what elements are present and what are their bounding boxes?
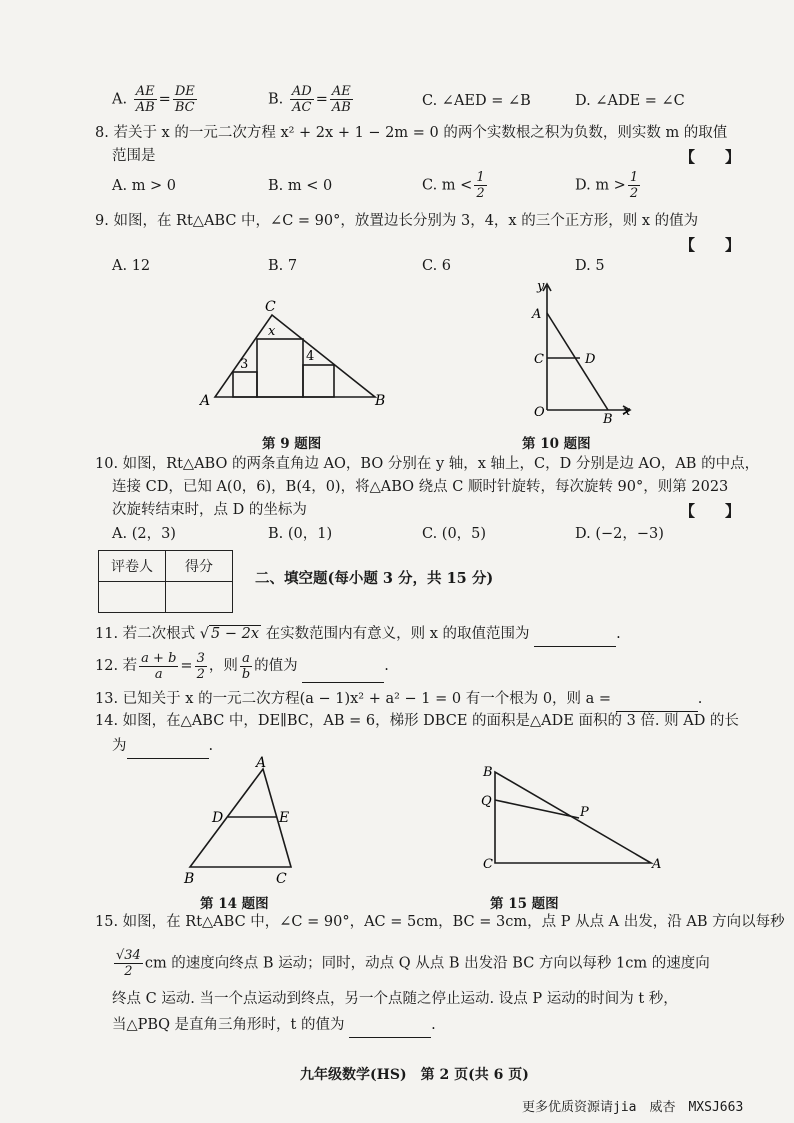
fig14-caption: 第 14 题图: [200, 896, 269, 912]
score-table-score-header: 得分: [166, 551, 233, 582]
fig10-label-b: B: [603, 412, 613, 427]
q8-stem-line1: 8. 若关于 x 的一元二次方程 x² + 2x + 1 − 2m = 0 的两个实数根之积为负数，则实数 m 的取值: [95, 125, 728, 141]
q7-option-a: A. $\frac{AE}{AB}$ = $\frac{DE}{BC}$: [112, 84, 195, 115]
q11-radical: √ 5 − 2x: [199, 626, 260, 642]
q14-stem-line2: 为 .: [112, 733, 213, 759]
fig15-caption: 第 15 题图: [490, 896, 559, 912]
q9-option-d: D. 5: [575, 258, 605, 274]
figure-9: [195, 295, 395, 415]
fig15-label-p: P: [580, 805, 589, 820]
fig15-segment-qp: [495, 800, 579, 818]
fig9-caption: 第 9 题图: [262, 436, 322, 452]
fig15-label-a: A: [652, 857, 662, 872]
q7-option-c: C. ∠AED = ∠B: [422, 93, 531, 109]
q15-stem-line2: $\frac{√34}{2}$ cm 的速度向终点 B 运动；同时，动点 Q 从点 B 出发沿 BC 方向以每秒 1cm 的速度向: [116, 948, 710, 979]
score-table-score-cell: [166, 582, 233, 613]
q8-option-d: D. m > $\frac{1}{2}$: [575, 170, 639, 201]
q10-option-b: B. (0，1): [268, 526, 333, 542]
watermark-text: 更多优质资源请jia 威杏 MXSJ663: [522, 1100, 744, 1115]
q12-answer-blank[interactable]: [302, 664, 384, 683]
fig15-label-q: Q: [481, 794, 492, 809]
fig9-label-3: 3: [240, 357, 249, 372]
fig9-label-b: B: [375, 393, 386, 409]
fig10-caption: 第 10 题图: [522, 436, 591, 452]
q15-answer-blank[interactable]: [349, 1019, 431, 1038]
fig14-label-b: B: [184, 871, 195, 885]
q7-option-d: D. ∠ADE = ∠C: [575, 93, 685, 109]
q8-stem-line2: 范围是: [112, 148, 156, 164]
q8-option-c: C. m < $\frac{1}{2}$: [422, 170, 485, 201]
fig15-label-b: B: [483, 765, 493, 780]
fig14-triangle: [190, 769, 291, 867]
fig10-label-x: x: [623, 404, 631, 419]
q8-option-b: B. m < 0: [268, 178, 333, 194]
fig10-label-y: y: [537, 279, 545, 294]
section-2-title: 二、填空题(每小题 3 分，共 15 分): [255, 570, 494, 587]
q9-option-a: A. 12: [112, 258, 151, 274]
q10-option-c: C. (0，5): [422, 526, 487, 542]
q14-stem-line1: 14. 如图，在△ABC 中，DE∥BC，AB = 6，梯形 DBCE 的面积是△ADE 面积的 3 倍. 则 AD 的长: [95, 713, 739, 729]
fig9-square-4: [303, 365, 334, 397]
fig10-label-o: O: [534, 405, 545, 420]
q12: 12. 若 $\frac{a + b}{a}$ = $\frac{3}{2}$ ，则 $\frac{a}{b}$ 的值为 .: [95, 650, 389, 682]
q9-stem: 9. 如图，在 Rt△ABC 中，∠C = 90°，放置边长分别为 3，4，x 的三个正方形，则 x 的值为: [95, 213, 699, 229]
q10-option-d: D. (−2，−3): [575, 526, 664, 542]
score-table: [98, 550, 233, 613]
fig9-label-x: x: [268, 324, 276, 339]
q9-option-b: B. 7: [268, 258, 298, 274]
q10-stem-line2: 连接 CD，已知 A(0，6)，B(4，0)，将△ABO 绕点 C 顺时针旋转，每次旋转 90°，则第 2023: [112, 479, 729, 495]
fig9-label-c: C: [265, 299, 276, 315]
fig14-label-e: E: [279, 810, 290, 826]
q9-answer-bracket: 【 】: [680, 236, 741, 254]
q8-option-a: A. m > 0: [112, 178, 177, 194]
figure-14: [180, 755, 310, 885]
q15-stem-line3: 终点 C 运动. 当一个点运动到终点，另一个点随之停止运动. 设点 P 运动的时间为 t 秒，: [112, 991, 678, 1007]
q15-stem-line1: 15. 如图，在 Rt△ABC 中，∠C = 90°，AC = 5cm，BC = 3cm，点 P 从点 A 出发，沿 AB 方向以每秒: [95, 914, 785, 930]
q8-answer-bracket: 【 】: [680, 148, 741, 166]
fig10-label-d: D: [585, 352, 596, 367]
fig9-label-4: 4: [306, 349, 315, 364]
q7-option-b: B. $\frac{AD}{AC}$ = $\frac{AE}{AB}$: [268, 84, 351, 115]
fig10-label-a: A: [532, 307, 542, 322]
fig14-label-d: D: [212, 810, 224, 826]
fig15-label-c: C: [483, 857, 493, 872]
fig9-square-x: [257, 339, 303, 397]
q11-answer-blank[interactable]: [534, 628, 616, 647]
q10-stem-line1: 10. 如图，Rt△ABO 的两条直角边 AO，BO 分别在 y 轴，x 轴上，C，D 分别是边 AO，AB 的中点，: [95, 456, 760, 472]
q13: 13. 已知关于 x 的一元二次方程(a − 1)x² + a² − 1 = 0 有一个根为 0，则 a = .: [95, 686, 702, 712]
q10-stem-line3: 次旋转结束时，点 D 的坐标为: [112, 502, 307, 518]
q15-stem-line4: 当△PBQ 是直角三角形时，t 的值为 .: [112, 1012, 436, 1038]
score-table-reviewer-header: 评卷人: [99, 551, 166, 582]
fig9-square-3: [233, 372, 257, 397]
page-footer: 九年级数学(HS) 第 2 页(共 6 页): [300, 1067, 529, 1083]
fig9-label-a: A: [200, 393, 211, 409]
fig14-label-a: A: [256, 755, 267, 771]
q9-option-c: C. 6: [422, 258, 452, 274]
fig10-label-c: C: [534, 352, 544, 367]
fig9-triangle: [215, 315, 375, 397]
score-table-reviewer-cell: [99, 582, 166, 613]
figure-15: [475, 760, 675, 875]
fig14-label-c: C: [276, 871, 287, 885]
figure-10: [525, 278, 645, 428]
q10-option-a: A. (2，3): [112, 526, 176, 542]
q11: 11. 若二次根式 √ 5 − 2x 在实数范围内有意义，则 x 的取值范围为 .: [95, 621, 621, 647]
fig10-segment-ab: [547, 313, 608, 410]
q10-answer-bracket: 【 】: [680, 502, 741, 520]
